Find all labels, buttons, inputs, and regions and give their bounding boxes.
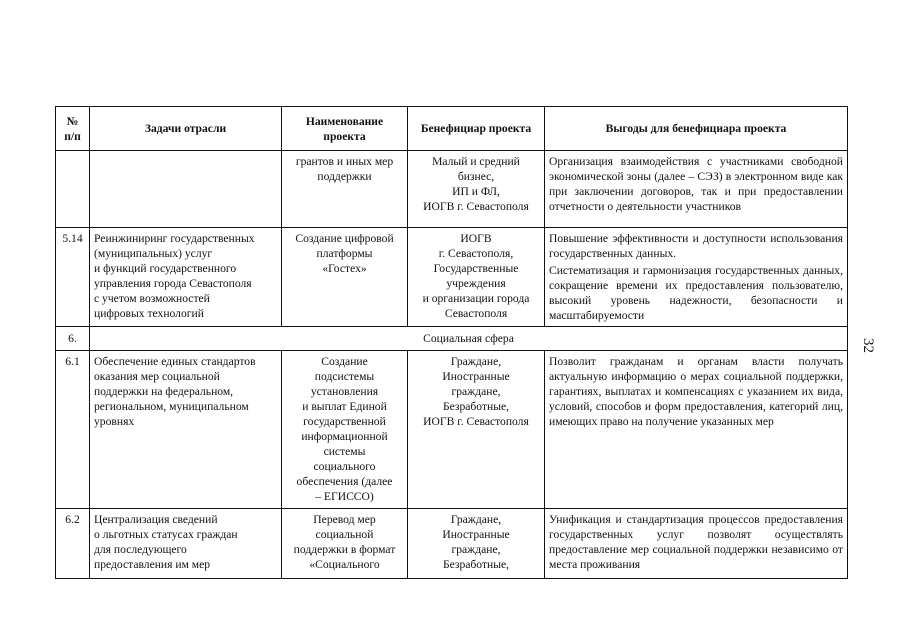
header-benefits: Выгоды для бенефициара проекта: [545, 107, 848, 151]
benefit-paragraph: Организация взаимодействия с участниками свободной экономической зоны (далее – СЭЗ) в электронном виде как при заключении договоров, так и при предоставлении отчетности о деятельности участников: [549, 155, 843, 213]
table-row: [56, 228, 848, 327]
row-task: [90, 151, 282, 228]
table-header-row: [56, 107, 848, 151]
table-row: [56, 509, 848, 579]
row-task: Централизация сведений о льготных статусах граждан для последующего предоставления им мер: [90, 509, 282, 579]
header-beneficiary: Бенефициар проекта: [408, 107, 545, 151]
row-project: грантов и иных мер поддержки: [282, 151, 408, 228]
section-num: 6.: [56, 327, 90, 351]
benefit-paragraph: Повышение эффективности и доступности использования государственных данных.: [549, 232, 843, 260]
row-task: Реинжиниринг государственных (муниципальных) услуг и функций государственного управления города Севастополя с учетом возможностей цифровых технологий: [90, 228, 282, 327]
row-beneficiary: ИОГВ г. Севастополя, Государственные учреждения и организации города Севастополя: [408, 228, 545, 327]
row-num: 6.2: [56, 509, 90, 579]
row-project: Перевод мер социальной поддержки в формат «Социального: [282, 509, 408, 579]
benefit-paragraph: Позволит гражданам и органам власти получать актуальную информацию о мерах социальной поддержки, гарантиях, выплатах и компенсациях с указанием их вида, условий, способов и форм предоставления, категорий лиц, имеющих право на получение указанных мер: [549, 355, 843, 428]
table-row: [56, 351, 848, 509]
benefit-paragraph: Унификация и стандартизация процессов предоставления государственных услуг позволят осуществлять предоставление мер социальной поддержки независимо от места проживания: [549, 513, 843, 571]
row-beneficiary: Малый и средний бизнес, ИП и ФЛ, ИОГВ г. Севастополя: [408, 151, 545, 228]
row-benefits: [545, 351, 848, 509]
header-task: Задачи отрасли: [90, 107, 282, 151]
section-title: Социальная сфера: [90, 327, 848, 351]
benefit-paragraph: Систематизация и гармонизация государственных данных, сокращение времени их предоставления пользователю, высокий уровень надежности, безопасности и масштабируемости: [549, 264, 843, 322]
row-benefits: [545, 509, 848, 579]
header-project: Наименование проекта: [282, 107, 408, 151]
row-beneficiary: Граждане, Иностранные граждане, Безработные, ИОГВ г. Севастополя: [408, 351, 545, 509]
header-num: № п/п: [56, 107, 90, 151]
row-benefits: [545, 228, 848, 327]
row-project: Создание подсистемы установления и выплат Единой государственной информационной системы социального обеспечения (далее – ЕГИССО): [282, 351, 408, 509]
row-benefits: [545, 151, 848, 228]
row-num: 5.14: [56, 228, 90, 327]
section-row: [56, 327, 848, 351]
row-task: Обеспечение единых стандартов оказания мер социальной поддержки на федеральном, региональном, муниципальном уровнях: [90, 351, 282, 509]
page-number: 32: [860, 338, 876, 353]
projects-table: [55, 106, 848, 579]
row-num: [56, 151, 90, 228]
row-beneficiary: Граждане, Иностранные граждане, Безработные,: [408, 509, 545, 579]
row-num: 6.1: [56, 351, 90, 509]
row-project: Создание цифровой платформы «Гостех»: [282, 228, 408, 327]
table-row: [56, 151, 848, 228]
